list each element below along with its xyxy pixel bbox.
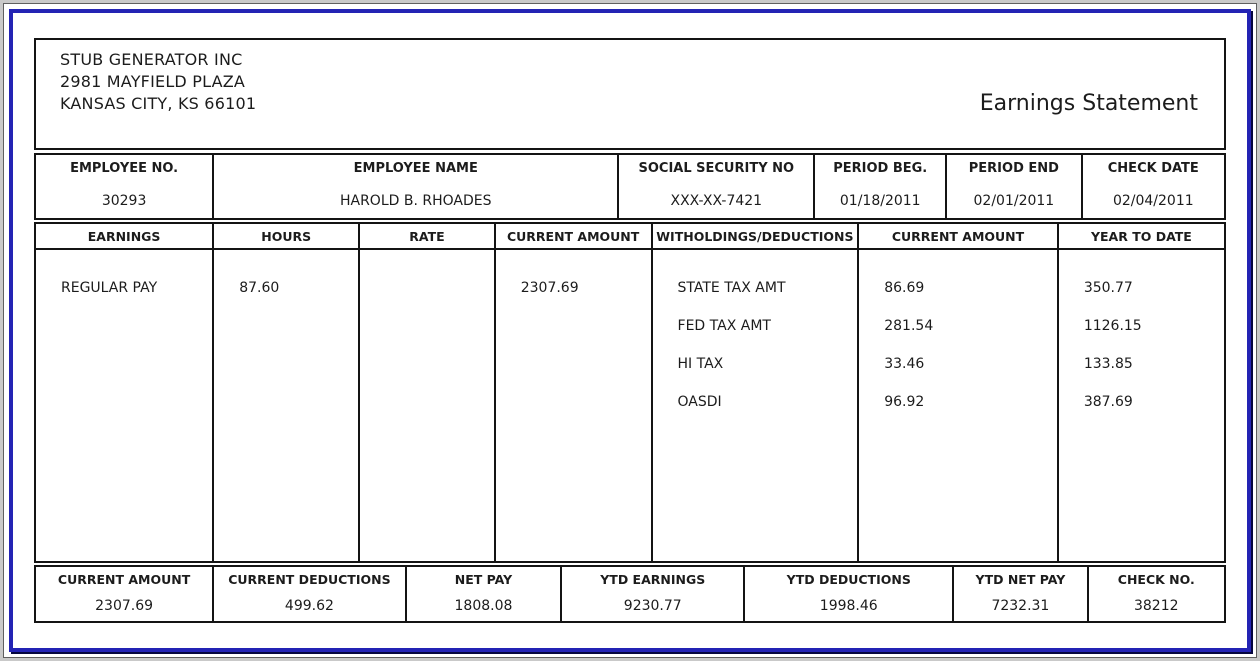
earnings-table-body xyxy=(36,250,1224,561)
summary-ytd-net-pay-label: YTD NET PAY xyxy=(975,572,1066,587)
withholding-current: 96.92 xyxy=(884,394,925,410)
summary-current-deductions-cell xyxy=(214,567,406,621)
employee-no-value: 30293 xyxy=(101,193,147,209)
withholding-name: STATE TAX AMT xyxy=(677,280,786,296)
summary-ytd-earnings-label: YTD EARNINGS xyxy=(600,572,706,587)
earnings-hours: 87.60 xyxy=(239,280,280,296)
social-security-value: XXX-XX-7421 xyxy=(670,193,763,209)
withholding-current: 33.46 xyxy=(884,356,925,372)
summary-net-pay-label: NET PAY xyxy=(454,572,513,587)
summary-current-amount-value: 2307.69 xyxy=(95,598,154,614)
company-address-line2: KANSAS CITY, KS 66101 xyxy=(60,94,257,113)
document-frame xyxy=(3,3,1257,658)
withholding-current: 281.54 xyxy=(884,318,934,334)
employee-no-cell xyxy=(36,155,214,218)
withholding-current: 86.69 xyxy=(884,280,925,296)
summary-net-pay-value: 1808.08 xyxy=(454,598,513,614)
summary-check-no-label: CHECK NO. xyxy=(1117,572,1195,587)
summary-current-deductions-label: CURRENT DEDUCTIONS xyxy=(228,572,391,587)
earnings-current-amount-column xyxy=(496,250,653,561)
withholdings-ytd-column xyxy=(1059,250,1224,561)
period-beg-cell xyxy=(815,155,947,218)
year-to-date-header: YEAR TO DATE xyxy=(1090,228,1192,244)
summary-ytd-net-pay-cell xyxy=(954,567,1088,621)
earnings-header: EARNINGS xyxy=(36,224,214,248)
period-beg-label: PERIOD BEG. xyxy=(833,161,928,176)
statement-title: Earnings Statement xyxy=(979,91,1198,116)
hours-column xyxy=(214,250,360,561)
withholding-name: HI TAX xyxy=(677,356,724,372)
earnings-description-column xyxy=(36,250,214,561)
company-address-line1: 2981 MAYFIELD PLAZA xyxy=(60,72,246,91)
summary-check-no-cell xyxy=(1089,567,1224,621)
rate-header: RATE xyxy=(360,224,495,248)
earnings-table xyxy=(34,222,1226,563)
deductions-current-amount-header: CURRENT AMOUNT xyxy=(859,224,1059,248)
summary-current-amount-label: CURRENT AMOUNT xyxy=(57,572,191,587)
withholding-ytd: 1126.15 xyxy=(1083,318,1142,334)
period-end-value: 02/01/2011 xyxy=(973,193,1055,209)
withholding-ytd: 350.77 xyxy=(1083,280,1133,296)
employee-name-label: EMPLOYEE NAME xyxy=(353,161,478,176)
summary-ytd-deductions-label: YTD DEDUCTIONS xyxy=(786,572,911,587)
summary-ytd-earnings-value: 9230.77 xyxy=(623,598,682,614)
withholding-ytd: 133.85 xyxy=(1083,356,1133,372)
company-address-block xyxy=(60,49,256,148)
employee-no-label: EMPLOYEE NO. xyxy=(70,161,179,176)
summary-ytd-net-pay-value: 7232.31 xyxy=(991,598,1050,614)
earnings-description: REGULAR PAY xyxy=(61,280,158,296)
rate-column xyxy=(360,250,495,561)
withholding-ytd: 387.69 xyxy=(1083,394,1133,410)
hours-header: HOURS xyxy=(214,224,360,248)
summary-check-no-value: 38212 xyxy=(1133,598,1179,614)
summary-ytd-deductions-cell xyxy=(745,567,954,621)
period-end-label: PERIOD END xyxy=(968,161,1059,176)
earnings-table-header xyxy=(36,224,1224,250)
check-date-value: 02/04/2011 xyxy=(1112,193,1194,209)
social-security-label: SOCIAL SECURITY NO xyxy=(638,161,795,176)
summary-table xyxy=(34,565,1226,623)
withholdings-current-column xyxy=(859,250,1059,561)
check-date-cell xyxy=(1083,155,1224,218)
employee-name-value: HAROLD B. RHOADES xyxy=(339,193,492,209)
earnings-current-amount: 2307.69 xyxy=(520,280,579,296)
withholding-name: OASDI xyxy=(677,394,722,410)
summary-ytd-earnings-cell xyxy=(562,567,745,621)
withholding-name: FED TAX AMT xyxy=(677,318,771,334)
company-name: STUB GENERATOR INC xyxy=(60,50,243,69)
current-amount-header: CURRENT AMOUNT xyxy=(496,224,653,248)
summary-current-deductions-value: 499.62 xyxy=(284,598,334,614)
social-security-cell xyxy=(619,155,815,218)
employee-name-cell xyxy=(214,155,619,218)
withholdings-name-column xyxy=(653,250,860,561)
earnings-rate xyxy=(385,278,489,316)
summary-ytd-deductions-value: 1998.46 xyxy=(819,598,878,614)
witholdings-deductions-header: WITHOLDINGS/DEDUCTIONS xyxy=(653,224,860,248)
check-date-label: CHECK DATE xyxy=(1107,161,1199,176)
document-header-box xyxy=(34,38,1226,150)
paystub-document xyxy=(9,9,1251,652)
summary-net-pay-cell xyxy=(407,567,563,621)
summary-current-amount-cell xyxy=(36,567,214,621)
employee-info-table xyxy=(34,153,1226,220)
period-end-cell xyxy=(947,155,1082,218)
period-beg-value: 01/18/2011 xyxy=(839,193,921,209)
